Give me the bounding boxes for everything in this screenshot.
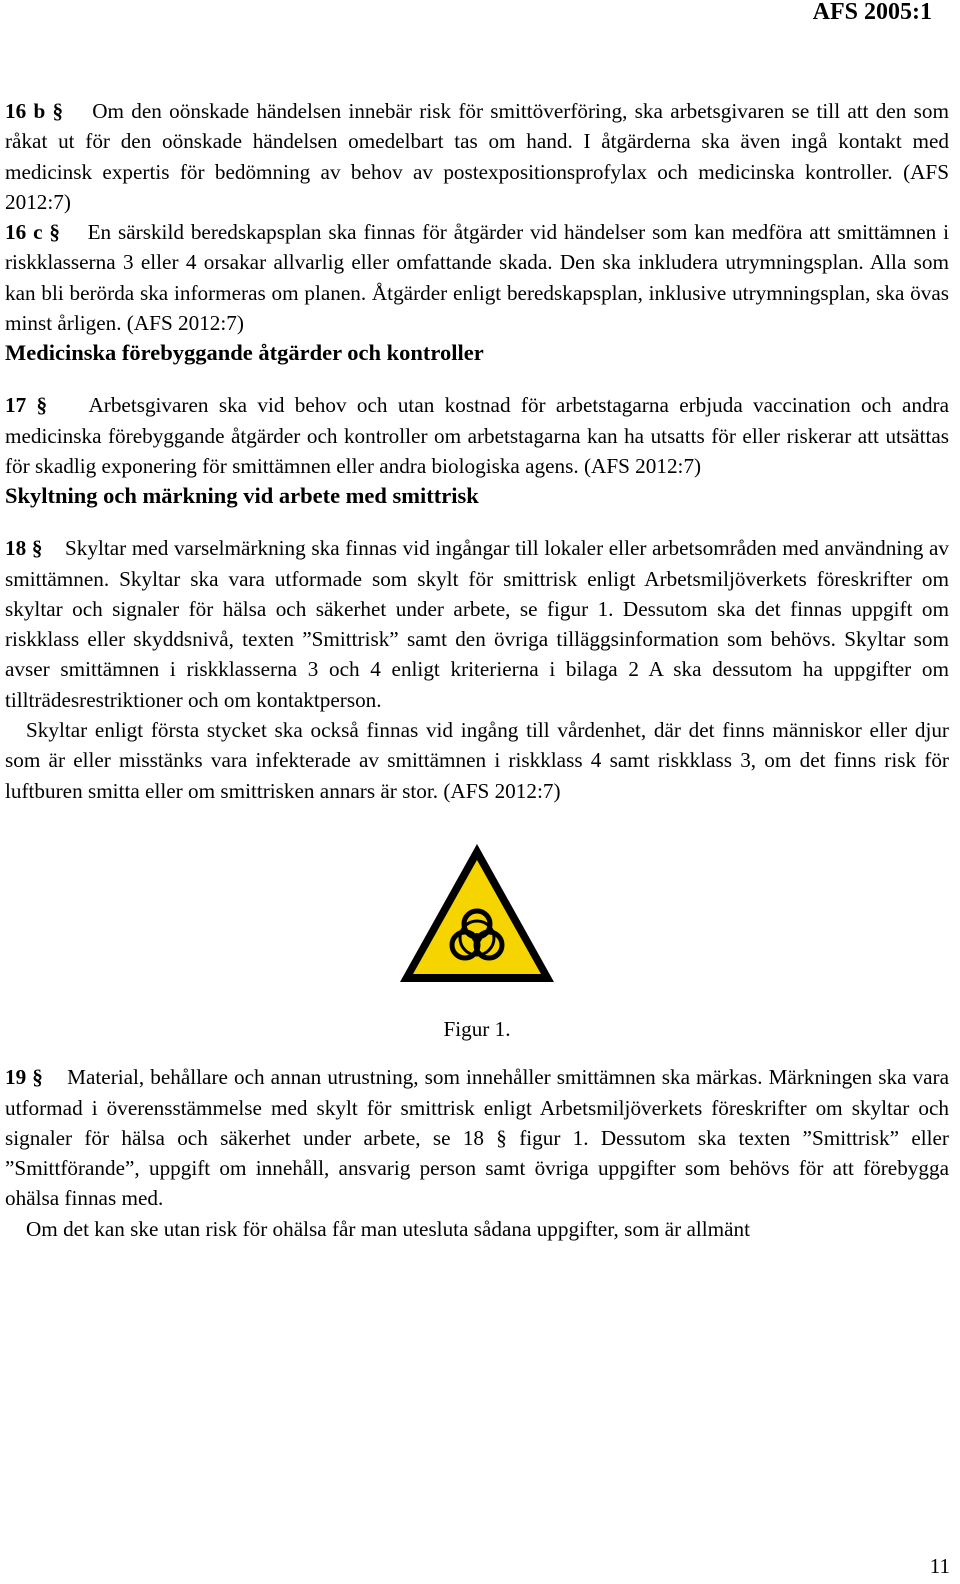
figure-caption: Figur 1.	[443, 1016, 511, 1041]
section-18	[5, 533, 949, 715]
section-17	[5, 390, 949, 481]
section-16c	[5, 217, 949, 338]
section-16b	[5, 96, 949, 217]
heading-medical-preventive: Medicinska förebyggande åtgärder och kontroller	[5, 340, 484, 366]
section-text: Material, behållare och annan utrustning, som innehåller smittämnen ska märkas. Märkningen ska vara utformad i överensstämmelse med skylt för smittrisk enligt Arbetsmiljöverkets föreskrifter om skyltar och signaler för hälsa och säkerhet under arbete, se 18 § figur 1. Dessutom ska texten ”Smittrisk” eller ”Smittförande”, uppgift om innehåll, ansvarig person samt övriga uppgifter som behövs för att förebygga ohälsa finnas med.	[5, 1065, 950, 1211]
section-19-paragraph-2: Om det kan ske utan risk för ohälsa får man utesluta sådana uppgifter, som är allmänt	[26, 1216, 751, 1241]
section-18-paragraph-2: Skyltar enligt första stycket ska också finnas vid ingång till vårdenhet, där det finns människor eller djur som är eller misstänks vara infekterade av smittämnen i riskklass 4 samt riskklass 3, om det finns risk för luftburen smitta eller om smittrisken annars är stor. (AFS 2012:7)	[5, 718, 949, 803]
document-header: AFS 2005:1	[812, 0, 932, 25]
section-number: 19 §	[5, 1065, 43, 1090]
section-number: 17 §	[5, 393, 48, 418]
biohazard-icon	[396, 840, 558, 986]
section-number: 16 b §	[5, 99, 64, 123]
figure-1	[5, 840, 949, 1044]
page-number: 11	[929, 1554, 950, 1578]
section-text: Skyltar med varselmärkning ska finnas vid ingångar till lokaler eller arbetsområden med användning av smittämnen. Skyltar ska vara utformade som skylt för smittrisk enligt Arbetsmiljöverkets föreskrifter om skyltar och signaler för hälsa och säkerhet under arbete, se figur 1. Dessutom ska det finnas uppgift om riskklass eller skyddsnivå, texten ”Smittrisk” samt den övriga tilläggsinformation som behövs. Skyltar som avser smittämnen i riskklasserna 3 och 4 enligt kriterierna i bilaga 2 A ska dessutom ha uppgifter om tillträdesrestriktioner och om kontaktperson.	[5, 536, 950, 712]
section-text: Arbetsgivaren ska vid behov och utan kostnad för arbetstagarna erbjuda vaccination och andra medicinska förebyggande åtgärder och kontroller om arbetstagarna kan ha utsatts för eller riskerar att utsättas för skadlig exponering för smittämnen eller andra biologiska agens. (AFS 2012:7)	[5, 393, 950, 478]
document-body	[5, 96, 949, 1244]
heading-signage: Skyltning och märkning vid arbete med smittrisk	[5, 483, 479, 509]
section-text: Om den oönskade händelsen innebär risk för smittöverföring, ska arbetsgivaren se till att den som råkat ut för den oönskade händelsen omedelbart tas om hand. I åtgärderna ska även ingå kontakt med medicinsk expertis för bedömning av behov av postexpositionsprofylax och medicinska kontroller. (AFS 2012:7)	[5, 99, 949, 214]
section-text: En särskild beredskapsplan ska finnas för åtgärder vid händelser som kan medföra att smittämnen i riskklasserna 3 eller 4 orsakar allvarlig eller omfattande skada. Den ska inkludera utrymningsplan. Alla som kan bli berörda ska informeras om planen. Åtgärder enligt beredskapsplan, inklusive utrymningsplan, ska övas minst årligen. (AFS 2012:7)	[5, 220, 949, 336]
section-number: 16 c §	[5, 220, 60, 245]
section-number: 18 §	[5, 536, 43, 561]
section-19	[5, 1062, 949, 1213]
